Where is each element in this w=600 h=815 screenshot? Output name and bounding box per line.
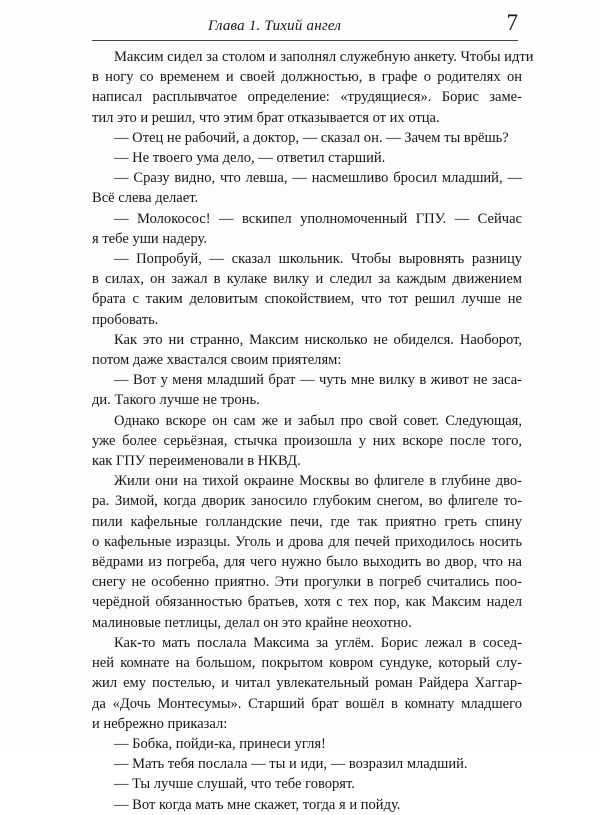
text-line: тил это и решил, что этим брат отказывается от их отца. [92, 109, 440, 126]
paragraph [92, 249, 522, 330]
paragraph [92, 774, 522, 794]
text-line: — Попробуй, — сказал школьник. Чтобы выровнять разницу [114, 251, 522, 268]
text-line: черёдной обязанностью братьев, хотя с тех пор, как Максим надел [92, 594, 522, 611]
text-line: — Не твоего ума дело, — ответил старший. [114, 150, 386, 167]
text-line: — Отец не рабочий, а доктор, — сказал он. — Зачем ты врёшь? [114, 129, 509, 146]
text-line: вёдрами из погреба, для чего нужно было выходить во двор, что на [92, 554, 522, 571]
text-line: в ногу со временем и своей должностью, в графе о родителях он [92, 69, 522, 86]
text-line: Всё слева делает. [92, 190, 199, 207]
text-line: — Бобка, пойди-ка, принеси угля! [114, 735, 326, 752]
text-line: Как-то мать послала Максима за углём. Борис лежал в сосед- [114, 634, 522, 651]
text-line: — Вот когда мать мне скажет, тогда я и пойду. [114, 796, 401, 813]
running-header [92, 12, 518, 41]
body-text [92, 47, 534, 815]
text-line: жил ему постелью, и читал увлекательный роман Райдера Хаггар- [92, 675, 522, 692]
text-line: пробовать. [92, 311, 159, 328]
text-line: и небрежно приказал: [92, 715, 228, 732]
paragraph [92, 795, 522, 815]
paragraph [92, 411, 522, 472]
text-line: малиновые петлицы, делал он это крайне неохотно. [92, 614, 412, 631]
text-line: в силах, он зажал в кулаке вилку и следил за каждым движением [92, 271, 522, 288]
paragraph [92, 754, 522, 774]
text-line: брата с таким деловитым спокойствием, что тот решил лучше не [92, 291, 522, 308]
text-line: Жили они на тихой окраине Москвы во флигеле в глубине дво- [114, 473, 522, 490]
paragraph [92, 47, 534, 128]
paragraph [92, 734, 522, 754]
text-line: — Мать тебя послала — ты и иди, — возразил младший. [114, 756, 468, 773]
text-line: как ГПУ переименовали в НКВД. [92, 453, 301, 470]
text-line: написал расплывчатое определение: «трудящиеся». Борис заме- [92, 89, 522, 106]
chapter-title: Глава 1. Тихий ангел [208, 18, 342, 34]
paragraph [92, 633, 522, 734]
text-line: — Вот у меня младший брат — чуть мне вилку в живот не заса- [114, 372, 522, 389]
text-line: — Сразу видно, что левша, — насмешливо бросил младший, — [114, 170, 522, 187]
page-number: 7 [506, 10, 518, 35]
paragraph [92, 330, 522, 370]
text-line: ди. Такого лучше не тронь. [92, 392, 260, 409]
text-line: — Молокосос! — вскипел уполномоченный ГПУ. — Сейчас [114, 210, 522, 227]
text-line: о кафельные изразцы. Уголь и дрова для печей приходилось носить [92, 533, 522, 550]
paragraph [92, 471, 522, 633]
text-line: потом даже хвастался своим приятелям: [92, 352, 342, 369]
paragraph [92, 148, 522, 168]
text-line: снегу не особенно приятно. Эти прогулки в погреб считались поо- [92, 574, 522, 591]
text-line: Однако вскоре он сам же и забыл про свой совет. Следующая, [114, 412, 522, 429]
text-line: Максим сидел за столом и заполнял служебную анкету. Чтобы идти [114, 49, 534, 65]
text-line: ра. Зимой, когда дворик заносило глубоким снегом, во флигеле то- [92, 493, 522, 510]
text-line: я тебе уши надеру. [92, 230, 207, 247]
paragraph [92, 128, 522, 148]
text-line: — Ты лучше слушай, что тебе говорят. [114, 776, 355, 793]
text-line: Как это ни странно, Максим нисколько не обиделся. Наоборот, [114, 331, 522, 348]
paragraph [92, 168, 522, 208]
text-line: уже более серьёзная, стычка произошла у них вскоре после того, [92, 432, 522, 449]
text-line: ней комнате на большом, покрытом ковром сундуке, который слу- [92, 655, 522, 672]
paragraph [92, 209, 522, 249]
text-line: пили кафельные голландские печи, где так приятно греть спину [92, 513, 522, 530]
text-line: да «Дочь Монтесумы». Старший брат вошёл в комнату младшего [92, 695, 522, 712]
paragraph [92, 370, 522, 410]
